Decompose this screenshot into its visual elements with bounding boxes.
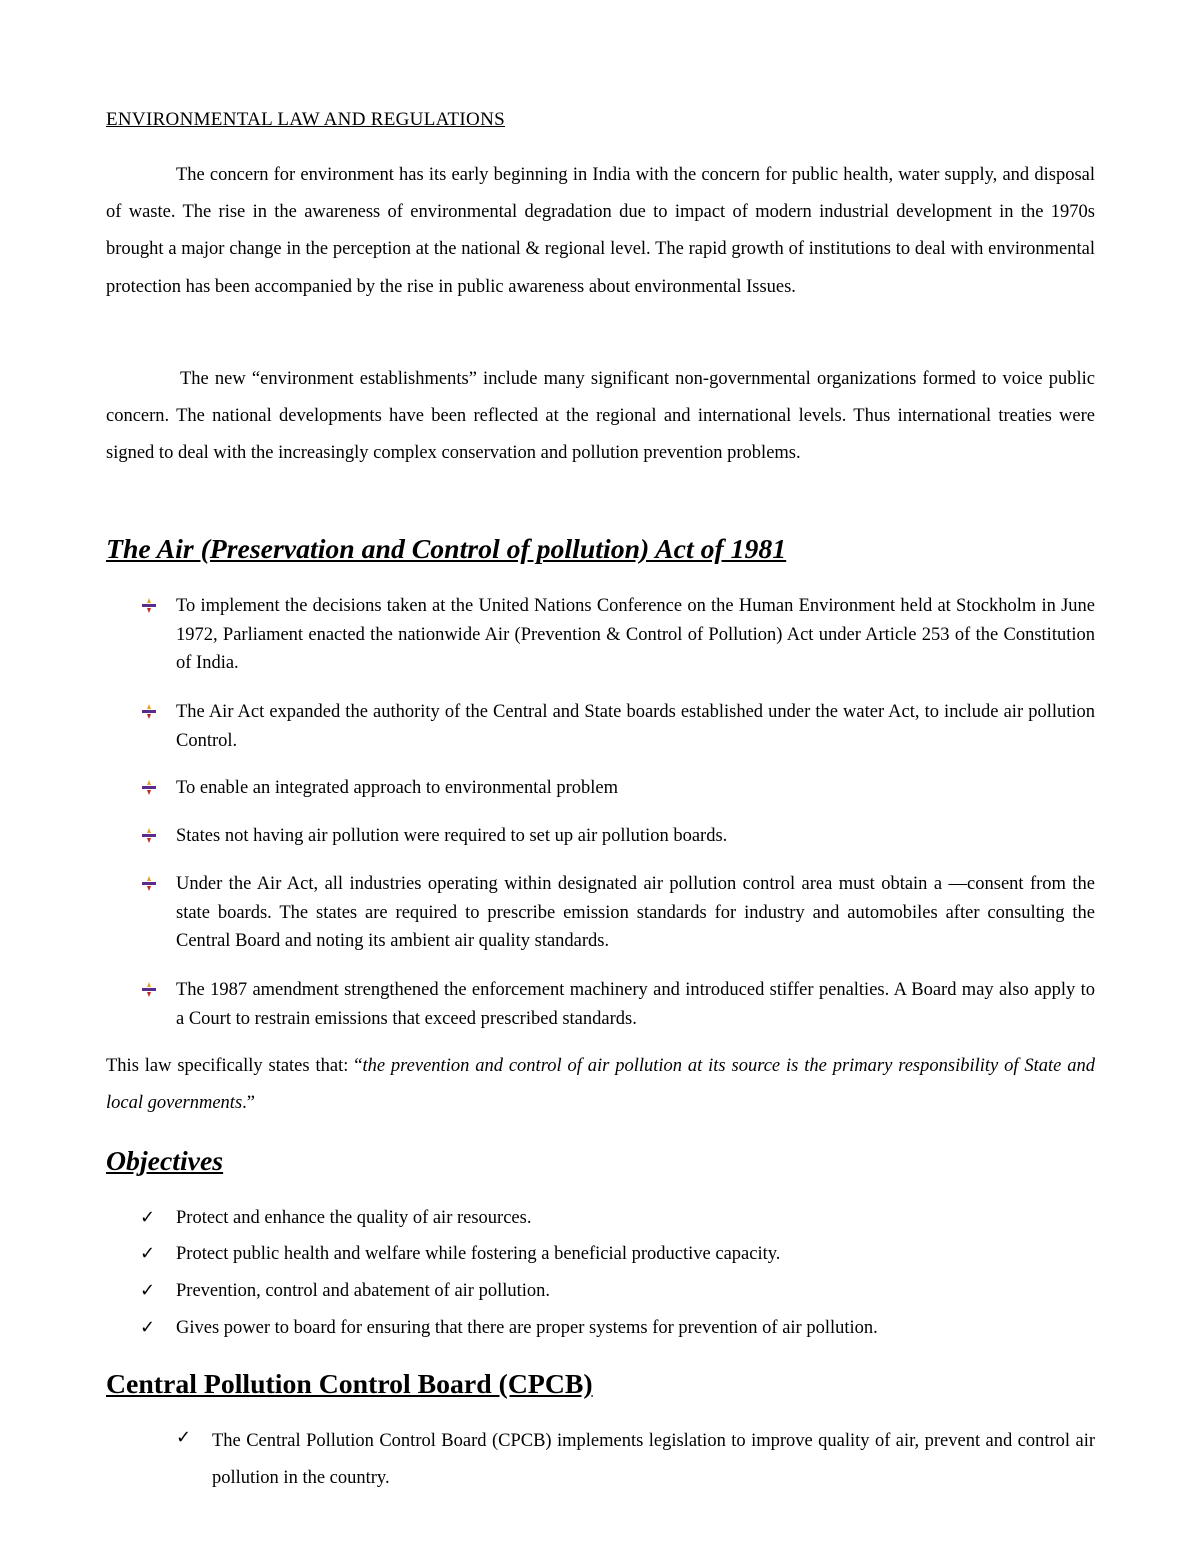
cpcb-item [106, 1423, 1095, 1497]
arrow-bullet-icon [140, 596, 158, 614]
objective-text: Protect public health and welfare while fostering a beneficial productive capacity. [176, 1244, 781, 1264]
air-act-heading-block [106, 534, 1095, 565]
air-act-bullet-text: To enable an integrated approach to environmental problem [176, 778, 619, 798]
intro-paragraph-2 [106, 361, 1095, 473]
intro-paragraph-2-text: The new “environment establishments” include many significant non-governmental organizations formed to voice public concern. The national developments have been reflected at the regional and international levels. Thus international treaties were signed to deal with the increasingly complex conservation and pollution prevention problems. [106, 369, 1095, 464]
law-statement [106, 1048, 1095, 1122]
air-act-bullet-text: The 1987 amendment strengthened the enforcement machinery and introduced stiffer penalties. A Board may also apply to a Court to restrain emissions that exceed prescribed standards. [176, 980, 1095, 1029]
air-act-bullet [106, 822, 1095, 851]
document-title: ENVIRONMENTAL LAW AND REGULATIONS [106, 109, 505, 130]
air-act-bullet-text: The Air Act expanded the authority of the Central and State boards established under the water Act, to include air pollution Control. [176, 702, 1095, 751]
objective-text: Prevention, control and abatement of air pollution. [176, 1281, 551, 1301]
air-act-bullet [106, 698, 1095, 755]
cpcb-heading-block [106, 1369, 1095, 1400]
air-act-bullet [106, 976, 1095, 1033]
air-act-bullet-text: Under the Air Act, all industries operating within designated air pollution control area must obtain a ―consent from the state boards. The states are required to prescribe emission standards for industry and automobiles after consulting the Central Board and noting its ambient air quality standards. [176, 874, 1095, 951]
cpcb-item-text: The Central Pollution Control Board (CPCB) implements legislation to improve quality of air, prevent and control air pollution in the country. [212, 1431, 1095, 1488]
checkmark-icon: ✓ [140, 1243, 156, 1264]
law-statement-prefix: This law specifically states that: “ [106, 1056, 363, 1076]
objectives-heading-block [106, 1146, 1095, 1177]
air-act-bullet-text: To implement the decisions taken at the United Nations Conference on the Human Environment held at Stockholm in June 1972, Parliament enacted the nationwide Air (Prevention & Control of Pollution) Act under Article 253 of the Constitution of India. [176, 596, 1095, 673]
document-title-block [106, 108, 1095, 132]
objective-item [106, 1205, 1095, 1231]
objective-item [106, 1315, 1095, 1341]
intro-paragraph-1-text: The concern for environment has its early beginning in India with the concern for public health, water supply, and disposal of waste. The rise in the awareness of environmental degradation due to impact of modern industrial development in the 1970s brought a major change in the perception at the national & regional level. The rapid growth of institutions to deal with environmental protection has been accompanied by the rise in public awareness about environmental Issues. [106, 165, 1095, 297]
air-act-heading: The Air (Preservation and Control of pollution) Act of 1981 [106, 534, 787, 565]
objectives-heading: Objectives [106, 1146, 224, 1177]
air-act-bullet [106, 870, 1095, 956]
law-statement-quote: the prevention and control of air pollution at its source is the primary responsibility of State and local governments [106, 1056, 1095, 1113]
checkmark-icon: ✓ [176, 1427, 192, 1448]
arrow-bullet-icon [140, 980, 158, 998]
objective-text: Protect and enhance the quality of air resources. [176, 1208, 532, 1228]
arrow-bullet-icon [140, 778, 158, 796]
arrow-bullet-icon [140, 874, 158, 892]
cpcb-heading: Central Pollution Control Board (CPCB) [106, 1369, 593, 1400]
objective-item [106, 1241, 1095, 1267]
air-act-bullet [106, 592, 1095, 678]
law-statement-suffix: .” [242, 1093, 255, 1113]
checkmark-icon: ✓ [140, 1207, 156, 1228]
objective-item [106, 1278, 1095, 1304]
checkmark-icon: ✓ [140, 1280, 156, 1301]
air-act-bullet [106, 774, 1095, 803]
air-act-bullet-text: States not having air pollution were required to set up air pollution boards. [176, 826, 728, 846]
objective-text: Gives power to board for ensuring that there are proper systems for prevention of air pollution. [176, 1318, 878, 1338]
arrow-bullet-icon [140, 702, 158, 720]
arrow-bullet-icon [140, 826, 158, 844]
checkmark-icon: ✓ [140, 1317, 156, 1338]
intro-paragraph-1 [106, 157, 1095, 306]
